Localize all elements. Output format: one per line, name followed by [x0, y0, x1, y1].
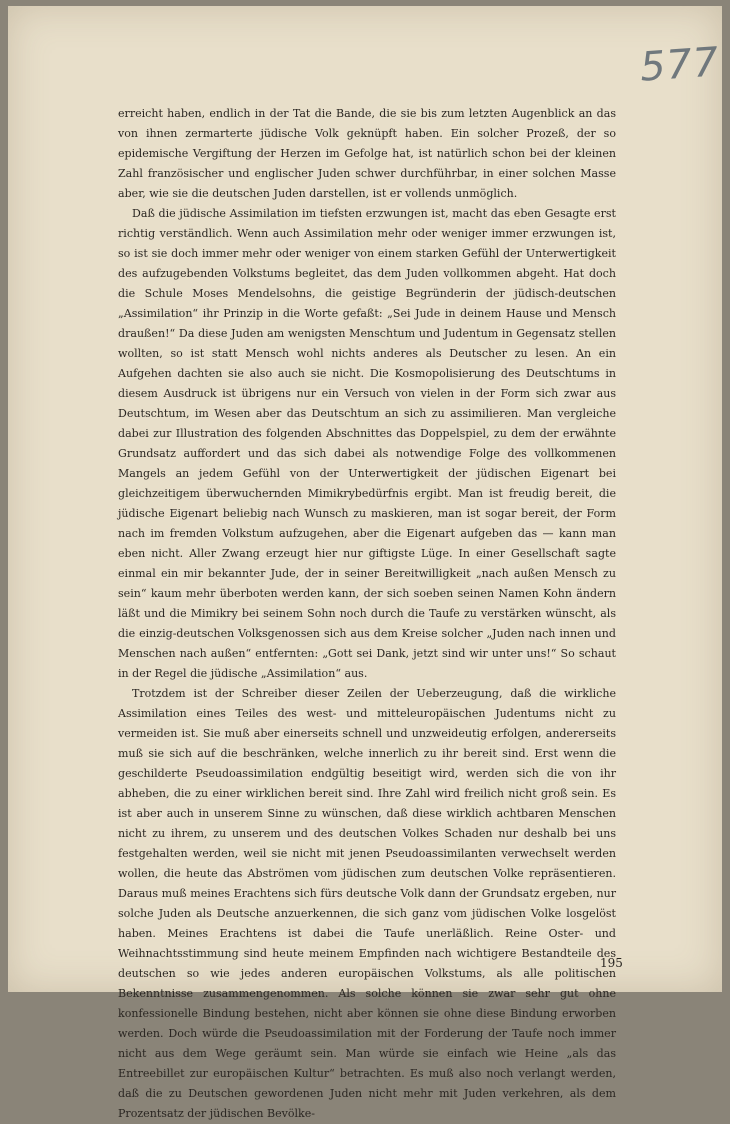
paragraph: erreicht haben, endlich in der Tat die Bande, die sie bis zum letzten Augenblick an das von ihnen zermarterte jüdische Volk geknüpft haben. Ein solcher Prozeß, der so epidemische Vergiftung der Herzen im Gefolge hat, ist natürlich schon bei der kleinen Zahl französischer und englischer Juden schwer durchführbar, in einer solchen Masse aber, wie sie die deutschen Juden darstellen, ist er vollends unmöglich.	[118, 107, 616, 200]
document-page	[8, 6, 722, 1120]
page-number: 195	[600, 956, 623, 970]
paragraph: Trotzdem ist der Schreiber dieser Zeilen der Ueberzeugung, daß die wirkliche Assimilation eines Teiles des west- und mitteleuropäischen Judentums nicht zu vermeiden ist. Sie muß aber einerseits schnell und unzweideutig erfolgen, andererseits muß sie sich auf die beschränken, welche innerlich zu ihr bereit sind. Erst wenn die geschilderte Pseudoassimilation endgültig beseitigt wird, werden sich die von ihr abheben, die zu einer wirklichen bereit sind. Ihre Zahl wird freilich nicht groß sein. Es ist aber auch in unserem Sinne zu wünschen, daß diese wirklich achtbaren Menschen nicht zu ihrem, zu unserem und des deutschen Volkes Schaden nur deshalb bei uns festgehalten werden, weil sie nicht mit jenen Pseudoassimilanten verwechselt werden wollen, die heute das Abströmen vom jüdischen zum deutschen Volke repräsentieren. Daraus muß meines Erachtens sich fürs deutsche Volk dann der Grundsatz ergeben, nur solche Juden als Deutsche anzuerkennen, die sich ganz vom jüdischen Volke losgelöst haben. Meines Erachtens ist dabei die Taufe unerläßlich. Reine Oster- und Weihnachtsstimmung sind heute meinem Empfinden nach wichtigere Bestandteile des deutschen so wie jedes anderen europäischen Volkstums, als alle politischen Bekenntnisse zusammengenommen. Als solche können sie zwar sehr gut ohne konfessionelle Bindung bestehen, nicht aber können sie ohne diese Bindung erworben werden. Doch würde die Pseudoassimilation mit der Forderung der Taufe noch immer nicht aus dem Wege geräumt sein. Man würde sie einfach wie Heine „als das Entreebillet zur europäischen Kultur“ betrachten. Es muß also noch verlangt werden, daß die zu Deutschen gewordenen Juden nicht mehr mit Juden verkehren, als dem Prozentsatz der jüdischen Bevölke-	[118, 687, 616, 1120]
paragraph: Daß die jüdische Assimilation im tiefsten erzwungen ist, macht das eben Gesagte erst richtig verständlich. Wenn auch Assimilation mehr oder weniger immer erzwungen ist, so ist sie doch immer mehr oder weniger von einem starken Gefühl der Unterwertigkeit des aufzugebenden Volkstums begleitet, das dem Juden vollkommen abgeht. Hat doch die Schule Moses Mendelsohns, die geistige Begründerin der jüdisch-deutschen „Assimilation“ ihr Prinzip in die Worte gefaßt: „Sei Jude in deinem Hause und Mensch draußen!“ Da diese Juden am wenigsten Menschtum und Judentum in Gegensatz stellen wollten, so ist statt Mensch wohl nichts anderes als Deutscher zu lesen. An ein Aufgehen dachten sie also auch sie nicht. Die Kosmopolisierung des Deutschtums in diesem Ausdruck ist übrigens nur ein Versuch von vielen in der Form sich zwar aus Deutschtum, im Wesen aber das Deutschtum an sich zu assimilieren. Man vergleiche dabei zur Illustration des folgenden Abschnittes das Doppelspiel, zu dem der erwähnte Grundsatz auffordert und das sich dabei als notwendige Folge des vollkommenen Mangels an jedem Gefühl von der Unterwertigkeit der jüdischen Eigenart bei gleichzeitigem überwuchernden Mimikrybedürfnis ergibt. Man ist freudig bereit, die jüdische Eigenart beliebig nach Wunsch zu maskieren, man ist sogar bereit, der Form nach im fremden Volkstum aufzugehen, aber die Eigenart aufgeben das — kann man eben nicht. Aller Zwang erzeugt hier nur giftigste Lüge. In einer Gesellschaft sagte einmal ein mir bekannter Jude, der in seiner Bereitwilligkeit „nach außen Mensch zu sein“ kaum mehr überboten werden kann, der sich soeben seinen Namen Kohn ändern läßt und die Mimikry bei seinem Sohn noch durch die Taufe zu verstärken wünscht, als die einzig-deutschen Volksgenossen sich aus dem Kreise solcher „Juden nach innen und Menschen nach außen“ entfernten: „Gott sei Dank, jetzt sind wir unter uns!“ So schaut in der Regel die jüdische „Assimilation“ aus.	[118, 207, 616, 680]
body-text	[118, 104, 616, 1124]
handwritten-archive-number: 577	[638, 39, 721, 91]
